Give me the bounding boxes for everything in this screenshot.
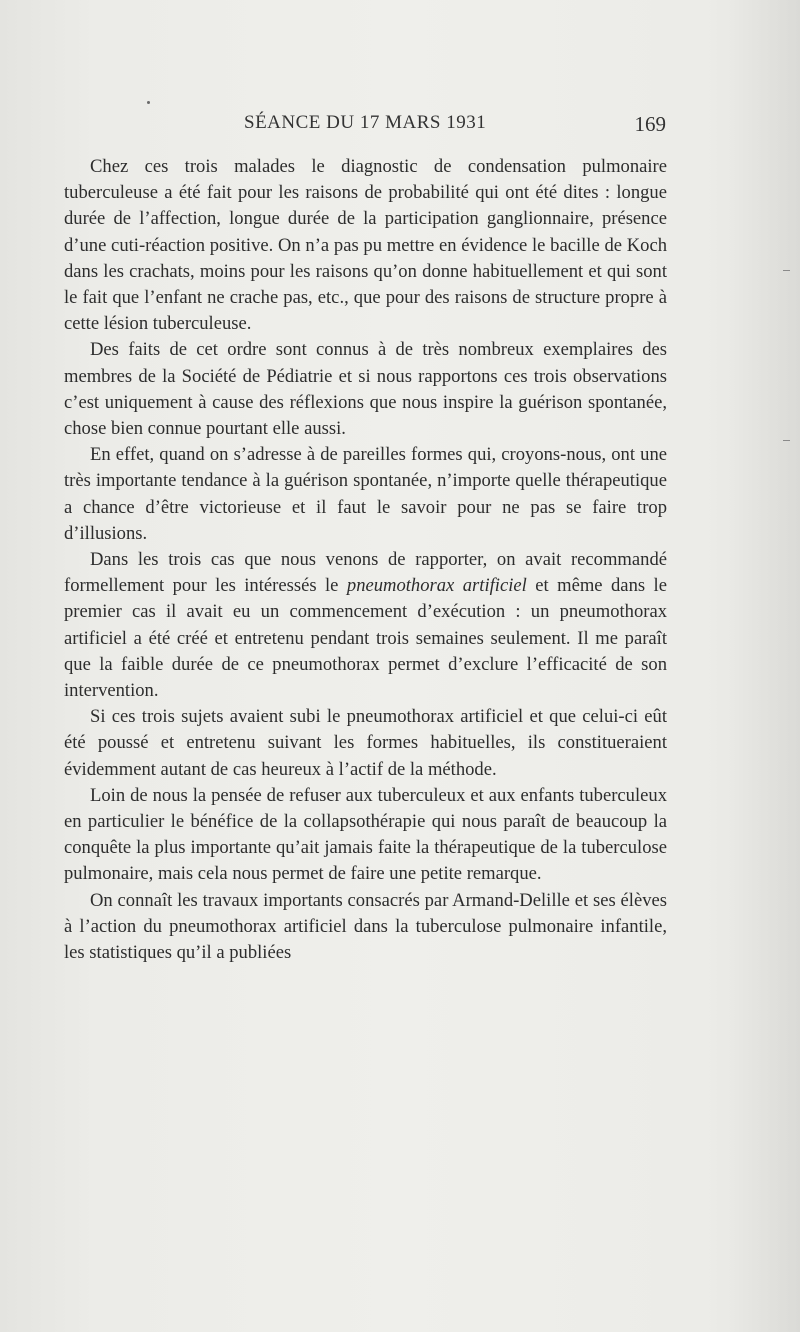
paragraph-1: Chez ces trois malades le diagnostic de condensation pulmonaire tuberculeuse a été fait pour les raisons de probabilité qui ont été dites : longue durée de l’affection, longue durée de la participation ganglionnaire, présence d’une cuti-réaction positive. On n’a pas pu mettre en évidence le bacille de Koch dans les crachats, moins pour les raisons qu’on donne habituellement et qui sont le fait que l’enfant ne crache pas, etc., que pour des raisons de structure propre à cette lésion tuberculeuse. [64, 156, 667, 335]
paragraph-5: Si ces trois sujets avaient subi le pneumothorax artificiel et que celui-ci eût été poussé et entretenu suivant les formes habituelles, ils constitueraient évidemment autant de cas heureux à l’actif de la méthode. [64, 706, 667, 780]
paragraph-2: Des faits de cet ordre sont connus à de très nombreux exemplaires des membres de la Société de Pédiatrie et si nous rapportons ces trois observations c’est uniquement à cause des réflexions que nous inspire la guérison spontanée, chose bien connue pourtant elle aussi. [64, 339, 667, 440]
paragraph-4 [64, 547, 667, 704]
page-edge-shadow [730, 0, 800, 1332]
paragraph-4-lead: Dans les trois cas que nous venons de rapporter, on avait recommandé formellement pour les intéressés le [64, 549, 667, 597]
running-head [64, 112, 666, 142]
paragraph-7: On connaît les travaux importants consacrés par Armand-Delille et ses élèves à l’action du pneumothorax artificiel dans la tuberculose pulmonaire infantile, les statistiques qu’il a publiées [64, 889, 667, 964]
margin-mark [783, 270, 790, 271]
paragraph-3: En effet, quand on s’adresse à de pareilles formes qui, croyons-nous, ont une très importante tendance à la guérison spontanée, n’importe quelle thérapeutique a chance d’être victorieuse et il faut le savoir pour ne pas se faire trop d’illusions. [64, 444, 667, 544]
margin-mark [783, 440, 790, 441]
paragraph-6: Loin de nous la pensée de refuser aux tuberculeux et aux enfants tuberculeux en particulier le bénéfice de la collapsothérapie qui nous paraît de beaucoup la conquête la plus importante qu’ait jamais faite la thérapeutique de la tuberculose pulmonaire, mais cela nous permet de faire une petite remarque. [64, 784, 667, 885]
italic-term: pneumothorax artificiel [346, 575, 527, 597]
paragraph-4-rest: et même dans le premier cas il avait eu un commencement d’exécution : un pneumothorax artificiel a été créé et entretenu pendant trois semaines seulement. Il me paraît que la faible durée de ce pneumothorax permet d’exclure l’efficacité de son intervention. [64, 575, 667, 702]
running-head-title: SÉANCE DU 17 MARS 1931 [244, 112, 487, 133]
page-number: 169 [634, 112, 666, 136]
ink-speck [147, 101, 150, 104]
body-text [64, 154, 667, 966]
